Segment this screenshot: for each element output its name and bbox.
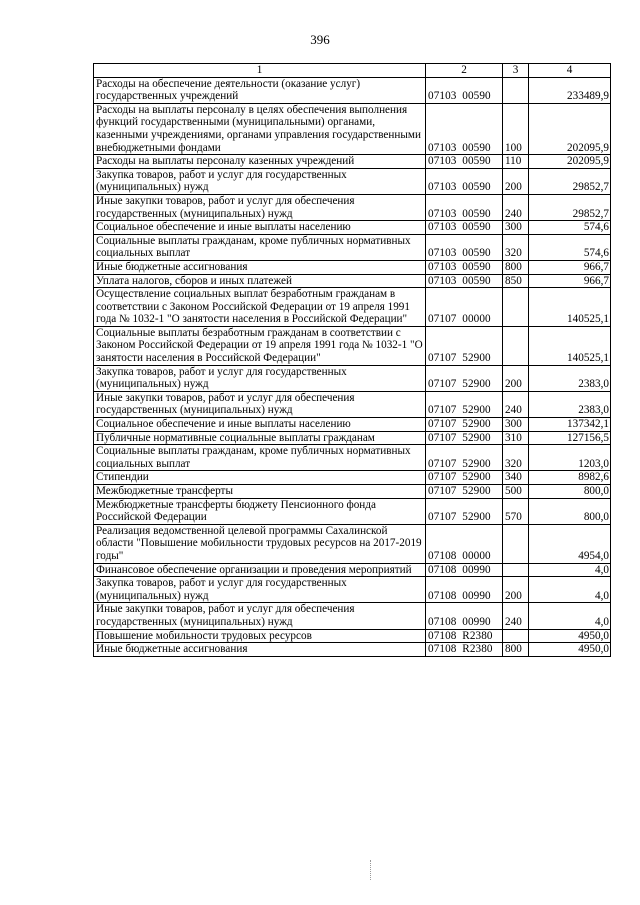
row-description: Социальные выплаты гражданам, кроме публичных нормативных социальных выплат xyxy=(94,234,426,260)
row-description: Реализация ведомственной целевой программы Сахалинской области "Повышение мобильности трудовых ресурсов на 2017-2019 годы" xyxy=(94,524,426,563)
row-amount: 127156,5 xyxy=(529,431,611,445)
row-expense-type: 570 xyxy=(503,498,529,524)
row-amount: 202095,9 xyxy=(529,103,611,154)
row-expense-type xyxy=(503,563,529,577)
row-description: Иные бюджетные ассигнования xyxy=(94,643,426,657)
row-description: Иные закупки товаров, работ и услуг для обеспечения государственных (муниципальных) нужд xyxy=(94,391,426,417)
row-description: Стипендии xyxy=(94,471,426,485)
table-row xyxy=(94,274,611,288)
row-code: 07107 00000 xyxy=(426,288,503,327)
row-expense-type: 110 xyxy=(503,155,529,169)
row-code: 07107 52900 xyxy=(426,485,503,499)
row-code: 07108 00990 xyxy=(426,563,503,577)
row-description: Иные бюджетные ассигнования xyxy=(94,260,426,274)
row-amount: 4950,0 xyxy=(529,643,611,657)
table-row xyxy=(94,326,611,365)
table-row xyxy=(94,194,611,220)
header-col-1: 1 xyxy=(94,64,426,78)
table-row xyxy=(94,524,611,563)
row-expense-type xyxy=(503,524,529,563)
header-row xyxy=(94,64,611,78)
row-amount: 966,7 xyxy=(529,274,611,288)
row-code: 07108 00990 xyxy=(426,603,503,629)
row-description: Закупка товаров, работ и услуг для государственных (муниципальных) нужд xyxy=(94,577,426,603)
row-description: Расходы на выплаты персоналу в целях обеспечения выполнения функций государственными (муниципальными) органами, казенными учреждениями, органами управления государственными внебюджетными фондами xyxy=(94,103,426,154)
row-description: Осуществление социальных выплат безработным гражданам в соответствии с Законом Российской Федерации от 19 апреля 1991 года № 1032-1 "О занятости населения в Российской Федерации" xyxy=(94,288,426,327)
row-description: Социальное обеспечение и иные выплаты населению xyxy=(94,221,426,235)
row-code: 07103 00590 xyxy=(426,77,503,103)
table-row xyxy=(94,168,611,194)
row-description: Социальные выплаты безработным гражданам в соответствии с Законом Российской Федерации от 19 апреля 1991 года № 1032-1 "О занятости населения в Российской Федерации" xyxy=(94,326,426,365)
row-expense-type: 200 xyxy=(503,168,529,194)
row-expense-type: 800 xyxy=(503,260,529,274)
row-amount: 4,0 xyxy=(529,577,611,603)
row-amount: 4,0 xyxy=(529,563,611,577)
row-amount: 800,0 xyxy=(529,485,611,499)
row-amount: 574,6 xyxy=(529,221,611,235)
row-code: 07103 00590 xyxy=(426,221,503,235)
row-amount: 29852,7 xyxy=(529,168,611,194)
table-row xyxy=(94,485,611,499)
row-code: 07103 00590 xyxy=(426,194,503,220)
header-col-3: 3 xyxy=(503,64,529,78)
row-amount: 4,0 xyxy=(529,603,611,629)
row-amount: 574,6 xyxy=(529,234,611,260)
row-expense-type: 300 xyxy=(503,221,529,235)
row-description: Социальные выплаты гражданам, кроме публичных нормативных социальных выплат xyxy=(94,445,426,471)
table-row xyxy=(94,498,611,524)
row-description: Межбюджетные трансферты xyxy=(94,485,426,499)
row-expense-type: 100 xyxy=(503,103,529,154)
row-description: Закупка товаров, работ и услуг для государственных (муниципальных) нужд xyxy=(94,365,426,391)
row-description: Межбюджетные трансферты бюджету Пенсионного фонда Российской Федерации xyxy=(94,498,426,524)
row-description: Иные закупки товаров, работ и услуг для обеспечения государственных (муниципальных) нужд xyxy=(94,194,426,220)
row-expense-type: 320 xyxy=(503,445,529,471)
row-amount: 137342,1 xyxy=(529,418,611,432)
margin-mark xyxy=(370,860,377,880)
table-row xyxy=(94,643,611,657)
row-amount: 233489,9 xyxy=(529,77,611,103)
row-expense-type: 240 xyxy=(503,391,529,417)
row-code: 07107 52900 xyxy=(426,431,503,445)
row-description: Финансовое обеспечение организации и проведения мероприятий xyxy=(94,563,426,577)
row-code: 07103 00590 xyxy=(426,103,503,154)
row-code: 07107 52900 xyxy=(426,326,503,365)
row-description: Публичные нормативные социальные выплаты гражданам xyxy=(94,431,426,445)
row-code: 07107 52900 xyxy=(426,445,503,471)
row-description: Расходы на обеспечение деятельности (оказание услуг) государственных учреждений xyxy=(94,77,426,103)
row-amount: 4950,0 xyxy=(529,629,611,643)
row-expense-type: 200 xyxy=(503,365,529,391)
row-code: 07103 00590 xyxy=(426,155,503,169)
row-amount: 202095,9 xyxy=(529,155,611,169)
table-row xyxy=(94,418,611,432)
row-amount: 140525,1 xyxy=(529,326,611,365)
row-code: 07107 52900 xyxy=(426,365,503,391)
row-description: Закупка товаров, работ и услуг для государственных (муниципальных) нужд xyxy=(94,168,426,194)
row-amount: 1203,0 xyxy=(529,445,611,471)
row-code: 07108 R2380 xyxy=(426,643,503,657)
row-amount: 2383,0 xyxy=(529,391,611,417)
row-expense-type: 320 xyxy=(503,234,529,260)
row-code: 07103 00590 xyxy=(426,168,503,194)
table-row xyxy=(94,155,611,169)
table-row xyxy=(94,103,611,154)
row-code: 07103 00590 xyxy=(426,260,503,274)
row-expense-type xyxy=(503,288,529,327)
row-code: 07107 52900 xyxy=(426,498,503,524)
table-row xyxy=(94,391,611,417)
table-row xyxy=(94,288,611,327)
table-row xyxy=(94,221,611,235)
row-amount: 966,7 xyxy=(529,260,611,274)
row-amount: 4954,0 xyxy=(529,524,611,563)
row-code: 07107 52900 xyxy=(426,418,503,432)
row-amount: 140525,1 xyxy=(529,288,611,327)
row-expense-type: 240 xyxy=(503,194,529,220)
budget-table xyxy=(93,63,611,657)
row-expense-type xyxy=(503,326,529,365)
table-row xyxy=(94,471,611,485)
row-expense-type: 800 xyxy=(503,643,529,657)
row-amount: 2383,0 xyxy=(529,365,611,391)
table-row xyxy=(94,77,611,103)
table-row xyxy=(94,234,611,260)
row-expense-type: 340 xyxy=(503,471,529,485)
page-number: 396 xyxy=(310,32,330,47)
table-row xyxy=(94,431,611,445)
row-code: 07108 00990 xyxy=(426,577,503,603)
row-expense-type: 300 xyxy=(503,418,529,432)
row-code: 07103 00590 xyxy=(426,274,503,288)
row-description: Расходы на выплаты персоналу казенных учреждений xyxy=(94,155,426,169)
row-expense-type: 500 xyxy=(503,485,529,499)
header-col-4: 4 xyxy=(529,64,611,78)
table-row xyxy=(94,260,611,274)
row-amount: 8982,6 xyxy=(529,471,611,485)
row-code: 07103 00590 xyxy=(426,234,503,260)
row-expense-type xyxy=(503,629,529,643)
table-row xyxy=(94,603,611,629)
row-description: Социальное обеспечение и иные выплаты населению xyxy=(94,418,426,432)
row-amount: 800,0 xyxy=(529,498,611,524)
row-description: Иные закупки товаров, работ и услуг для обеспечения государственных (муниципальных) нужд xyxy=(94,603,426,629)
row-amount: 29852,7 xyxy=(529,194,611,220)
table-row xyxy=(94,577,611,603)
row-expense-type: 240 xyxy=(503,603,529,629)
row-description: Повышение мобильности трудовых ресурсов xyxy=(94,629,426,643)
table-row xyxy=(94,365,611,391)
row-expense-type: 200 xyxy=(503,577,529,603)
row-code: 07107 52900 xyxy=(426,471,503,485)
row-code: 07107 52900 xyxy=(426,391,503,417)
header-col-2: 2 xyxy=(426,64,503,78)
row-expense-type: 310 xyxy=(503,431,529,445)
table-row xyxy=(94,445,611,471)
table-body xyxy=(94,77,611,656)
row-code: 07108 00000 xyxy=(426,524,503,563)
row-description: Уплата налогов, сборов и иных платежей xyxy=(94,274,426,288)
row-expense-type: 850 xyxy=(503,274,529,288)
row-expense-type xyxy=(503,77,529,103)
row-code: 07108 R2380 xyxy=(426,629,503,643)
table-row xyxy=(94,629,611,643)
table-row xyxy=(94,563,611,577)
